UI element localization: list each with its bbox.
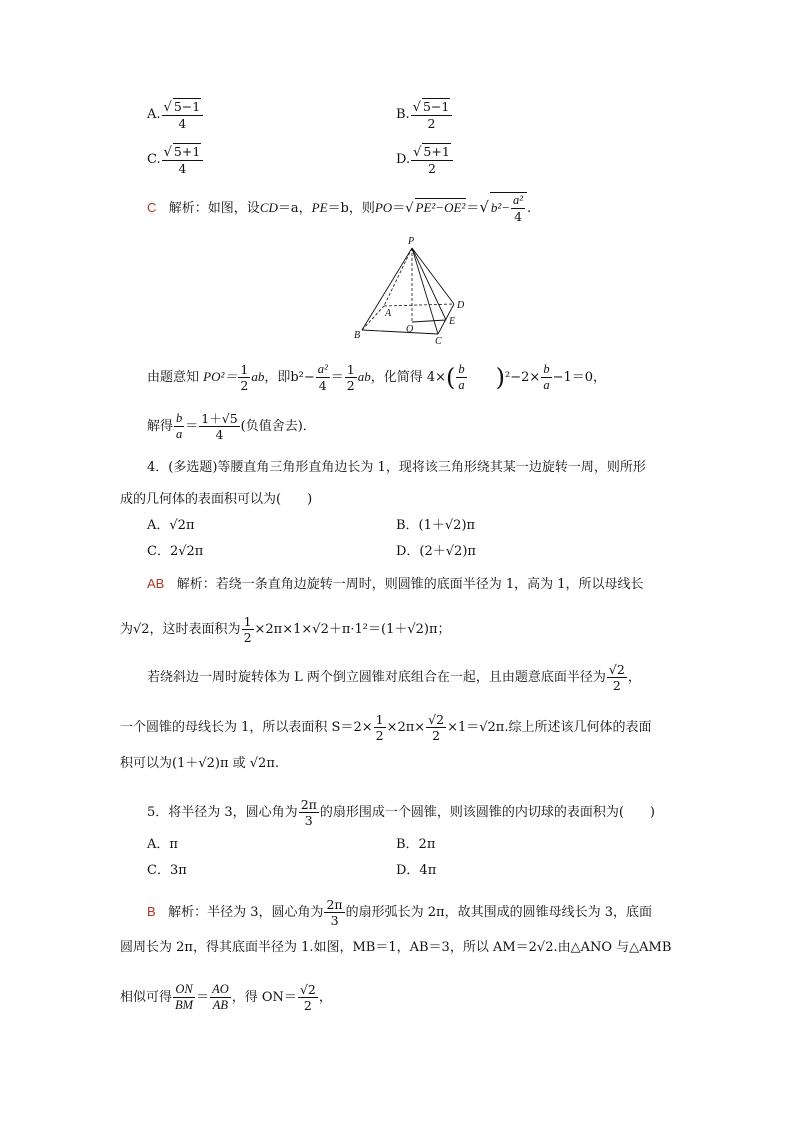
label-o: O — [406, 324, 414, 335]
edge-pe — [412, 248, 446, 320]
option-a: A．√2π — [147, 518, 195, 533]
pyramid-figure — [350, 234, 470, 346]
label-e: E — [449, 316, 456, 327]
label-a: A — [385, 308, 392, 319]
solution-5-line-1: B 解析：半径为 3，圆心角为 $\frac{2\pi}{3}$ 的扇形弧长为 2π，故其围成的圆锥母线长为 3，底面 — [147, 897, 653, 928]
option-c: C．2√2π — [147, 544, 204, 559]
solution-4-line-5: 积可以为(1＋√2)π 或 √2π. — [120, 756, 280, 771]
option-b: B．(1＋√2)π — [396, 518, 476, 533]
solution-3-line-3: 解得 $\frac{b}{a}$ ＝ $\frac{1+√5}{4}$ (负值舍去)． — [147, 411, 316, 442]
solution-3-line-1: C 解析：如图，设CD＝a，PE＝b，则PO＝√ PE²−OE²＝√ b²− $\frac{\text{a²}}{4}$ . — [147, 193, 532, 224]
fraction: $\frac{√ 5-1}{4}$ — [162, 98, 204, 131]
fraction: $\frac{√ 5-1}{2}$ — [411, 98, 453, 131]
option-d: D．(2＋√2)π — [396, 544, 476, 559]
option-letter: C. — [147, 152, 161, 167]
question-5-stem: 5．将半径为 3，圆心角为 $\frac{2\pi}{3}$ 的扇形围成一个圆锥，则该圆锥的内切球的表面积为( ) — [147, 797, 656, 828]
option-letter: B. — [396, 107, 410, 122]
edge-ad — [384, 304, 454, 306]
option-b: B．2π — [396, 837, 436, 852]
edge-pd — [412, 248, 454, 304]
option-a — [147, 98, 204, 131]
solution-5-line-3: 相似可得 $\frac{ON}{BM}$ ＝ $\frac{AO}{AB}$ ，得 ON＝ $\frac{√2}{2}$ ， — [120, 982, 332, 1013]
solution-3-line-2: 由题意知 PO²＝ $\frac{1}{2}$ ab，即b²− $\frac{\text{a²}}{4}$ ＝ $\frac{1}{2}$ ab，化简得 4×( $\frac{b}{a}$ )²−2× $\frac{b}{a}$ −1＝0， — [147, 362, 607, 393]
segment-oe — [412, 320, 446, 322]
option-b — [396, 98, 453, 131]
solution-4-line-4: 一个圆锥的母线长为 1，所以表面积 S＝2× $\frac{1}{2}$ ×2π× $\frac{√2}{2}$ ×1＝√2π.综上所述该几何体的表面 — [120, 712, 652, 743]
answer-key: B — [147, 904, 156, 919]
option-a: A．π — [147, 837, 178, 852]
question-4-stem-line-2: 成的几何体的表面积可以为( ) — [120, 492, 313, 507]
option-d: D．4π — [396, 863, 437, 878]
label-p: P — [408, 236, 415, 247]
option-c — [147, 143, 204, 176]
solution-5-line-2: 圆周长为 2π，得其底面半径为 1.如图，MB＝1，AB＝3，所以 AM＝2√2.由△ANO 与△AMB — [120, 940, 672, 955]
option-letter: D. — [396, 152, 411, 167]
label-b: B — [354, 330, 361, 341]
edge-bc — [362, 330, 438, 334]
label-d: D — [457, 300, 465, 311]
answer-key: AB — [147, 576, 165, 591]
solution-4-line-3: 若绕斜边一周时旋转体为 L 两个倒立圆锥对底组合在一起，且由题意底面半径为 $\frac{√2}{2}$ ， — [147, 662, 641, 693]
answer-key: C — [147, 200, 157, 215]
fraction: $\frac{√ 5+1}{4}$ — [162, 143, 204, 176]
question-4-stem-line-1: 4．(多选题)等腰直角三角形直角边长为 1，现将该三角形绕其某一边旋转一周，则所形 — [147, 460, 646, 475]
edge-ba — [362, 306, 384, 330]
option-d — [396, 143, 454, 176]
fraction: $\frac{√ 5+1}{2}$ — [411, 143, 453, 176]
edge-pa — [384, 248, 412, 306]
solution-4-line-2: 为√2，这时表面积为 $\frac{1}{2}$ ×2π×1×√2＋π·1²＝(1＋√2)π； — [120, 614, 451, 645]
label-c: C — [435, 336, 442, 346]
option-letter: A. — [147, 107, 161, 122]
option-c: C．3π — [147, 863, 187, 878]
solution-4-line-1: AB 解析：若绕一条直角边旋转一周时，则圆锥的底面半径为 1，高为 1，所以母线长 — [147, 576, 644, 592]
